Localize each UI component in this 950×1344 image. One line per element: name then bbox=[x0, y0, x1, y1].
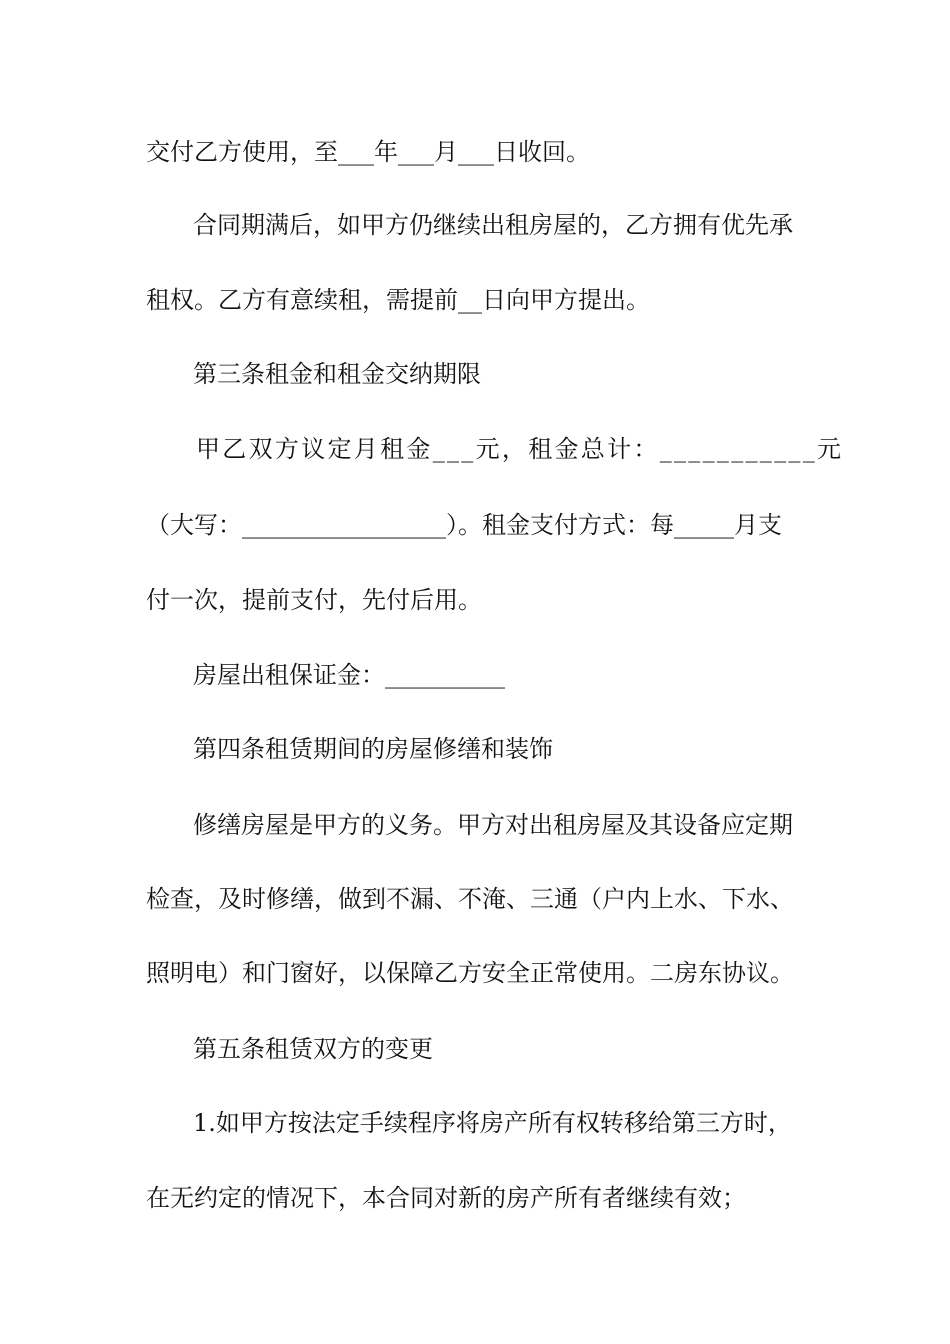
paragraph-line: 修缮房屋是甲方的义务。甲方对出租房屋及其设备应定期 bbox=[193, 811, 793, 839]
paragraph-line: 交付乙方使用，至___年___月___日收回。 bbox=[146, 138, 590, 166]
section-heading: 第四条租赁期间的房屋修缮和装饰 bbox=[193, 735, 553, 763]
paragraph-line: （大写：_________________）。租金支付方式：每_____月支 bbox=[146, 511, 782, 539]
paragraph-line: 租权。乙方有意续租，需提前__日向甲方提出。 bbox=[146, 286, 650, 314]
paragraph-line: 付一次，提前支付，先付后用。 bbox=[146, 586, 482, 614]
section-heading: 第三条租金和租金交纳期限 bbox=[193, 360, 481, 388]
section-heading: 第五条租赁双方的变更 bbox=[193, 1035, 433, 1063]
paragraph-line: 房屋出租保证金：__________ bbox=[193, 661, 505, 689]
paragraph-line: 甲乙双方议定月租金___元，租金总计：___________元 bbox=[196, 435, 844, 463]
paragraph-line: 照明电）和门窗好，以保障乙方安全正常使用。二房东协议。 bbox=[146, 959, 794, 987]
paragraph-line: 合同期满后，如甲方仍继续出租房屋的，乙方拥有优先承 bbox=[193, 211, 793, 239]
paragraph-line: 1.如甲方按法定手续程序将房产所有权转移给第三方时， bbox=[193, 1109, 792, 1137]
paragraph-line: 在无约定的情况下，本合同对新的房产所有者继续有效； bbox=[146, 1184, 746, 1212]
paragraph-line: 检查，及时修缮，做到不漏、不淹、三通（户内上水、下水、 bbox=[146, 885, 794, 913]
